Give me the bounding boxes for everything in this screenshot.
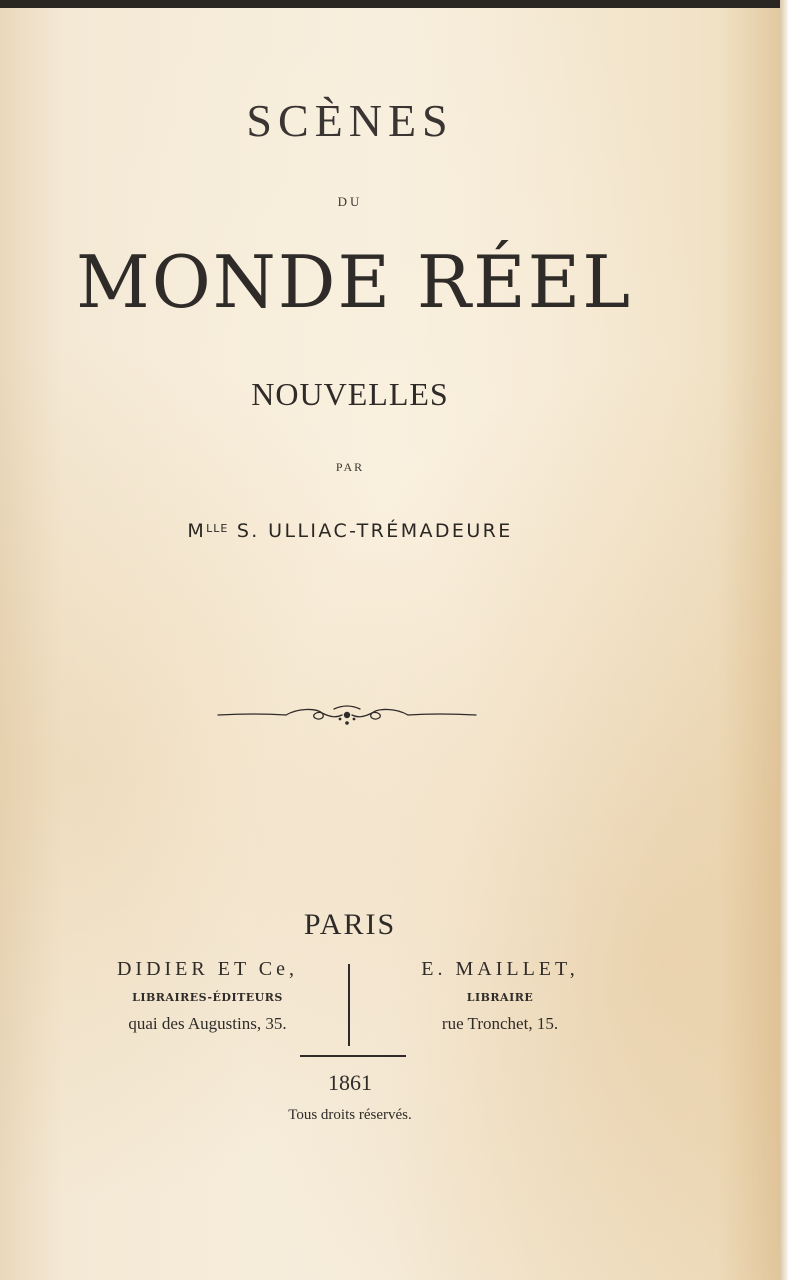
author-prefix-m: M <box>187 520 207 542</box>
author-name: S. ULLIAC-TRÉMADEURE <box>236 520 513 542</box>
title-main: MONDE RÉEL <box>75 240 633 324</box>
publisher-address: quai des Augustins, 35. <box>128 1014 287 1033</box>
subtitle: NOUVELLES <box>251 376 449 412</box>
title-page <box>0 8 780 1280</box>
column-divider <box>348 964 350 1046</box>
scroll-ornament-icon <box>216 700 478 730</box>
title-top: SCÈNES <box>246 95 454 146</box>
by-label: PAR <box>335 460 365 474</box>
publisher-name: E. MAILLET, <box>421 958 579 980</box>
publisher-right <box>360 958 640 1034</box>
publisher-name: DIDIER ET Ce, <box>116 958 299 980</box>
publisher-role: LIBRAIRE <box>466 991 534 1004</box>
imprint-city: PARIS <box>303 908 397 941</box>
publisher-role: LIBRAIRES-ÉDITEURS <box>132 991 283 1004</box>
author-prefix-lle: LLE <box>206 522 229 535</box>
page-edge <box>780 0 788 1280</box>
author-line <box>0 520 700 542</box>
publisher-address: rue Tronchet, 15. <box>441 1014 559 1033</box>
publisher-left <box>70 958 345 1034</box>
imprint-rule <box>300 1055 406 1057</box>
publication-year: 1861 <box>328 1070 372 1095</box>
rights-notice: Tous droits réservés. <box>288 1107 412 1123</box>
title-connector: DU <box>337 194 363 209</box>
